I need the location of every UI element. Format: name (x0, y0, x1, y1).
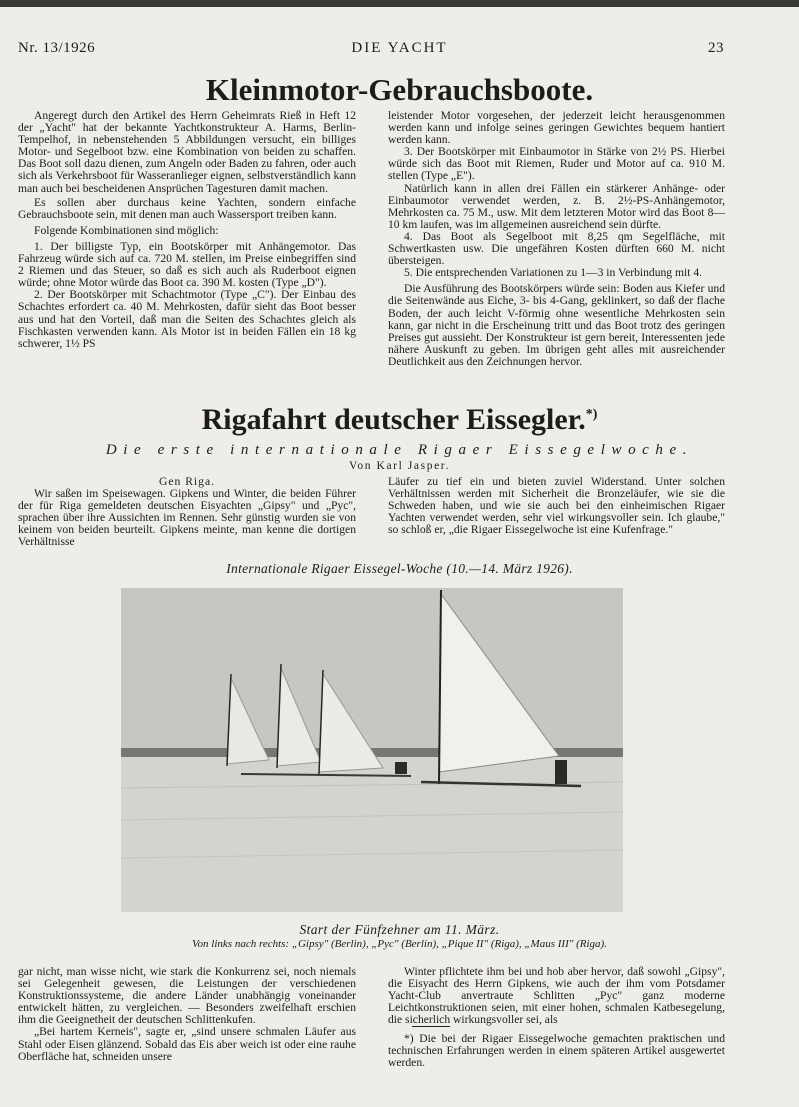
paragraph: „Bei hartem Kerneis", sagte er, „sind unsere schmalen Läufer aus Stahl oder Eisen glänzend. Sobald das Eis aber weich ist oder eine rauhe Oberfläche hat, schneiden unsere (18, 1025, 356, 1063)
photo-caption-detail: Von links nach rechts: „Gipsy" (Berlin), „Pyc" (Berlin), „Pique II" (Riga), „Maus III" (Riga). (192, 938, 607, 950)
paragraph: gar nicht, man wisse nicht, wie stark die Konkurrenz sei, noch niemals sei Gelegenheit gewesen, die Leistungen der verschiedenen Konstruktionssysteme, die andere Länder unabhängig voneinander entwickelt hätten, zu vergleichen. — Besonders zweifelhaft erschien ihm die Geeignetheit der deutschen Schlittenkufen. (18, 965, 356, 1027)
paragraph: Die Ausführung des Bootskörpers würde sein: Boden aus Kiefer und die Seitenwände aus Eiche, 3- bis 4-Gang, geklinkert, so daß der flache Boden, der auch leicht V-förmig ohne wesentliche Mehrkosten sein kann, gar nicht in die Erscheinung tritt und das Boot trotz des geringen Preises gut aussieht. Der Konstrukteur ist gern bereit, Interessenten jede nähere Auskunft zu geben. Im übrigen geht alles mit ausreichender Deutlichkeit aus den Zeichnungen hervor. (388, 282, 725, 368)
paragraph: Läufer zu tief ein und bieten zuviel Widerstand. Unter solchen Verhältnissen werden mit Sicherheit die Bronzeläufer, wie sie die Schweden haben, und wie sie auch bei den einheimischen Rigaer Yachten verwendet werden, sehr viel wirkungsvoller sein. Ich glaube," so schloß er, „die Rigaer Eissegelwoche ist eine Kufenfrage." (388, 475, 725, 537)
article2-title-text: Rigafahrt deutscher Eissegler. (201, 403, 586, 436)
ice-yacht-photo (121, 588, 623, 912)
article2-bottom-right-column (388, 966, 725, 1026)
issue-number: Nr. 13/1926 (18, 40, 96, 56)
paragraph: 5. Die entsprechenden Variationen zu 1—3 in Verbindung mit 4. (404, 266, 703, 280)
footnote-rule (412, 1026, 450, 1027)
paragraph: Es sollen aber durchaus keine Yachten, sondern einfache Gebrauchsboote sein, mit denen man auch Wassersport treiben kann. (18, 195, 356, 221)
photo-title: Internationale Rigaer Eissegel-Woche (10.—14. März 1926). (226, 561, 573, 576)
footnote-mark: *) (585, 407, 598, 422)
article2-bottom-left-column (18, 966, 356, 1063)
paragraph: Winter pflichtete ihm bei und hob aber hervor, daß sowohl „Gipsy", die Eisyacht des Herrn Gipkens, wie auch der ihm vom Potsdamer Yacht-Club anvertraute Schlitten „Pyc" ganz moderne Leichtkonstruktionen seien, mit einer hohen, schmalen Katbesegelung, die sicherlich wirkungsvoller sei, als (388, 965, 725, 1027)
paragraph: 4. Das Boot als Segelboot mit 8,25 qm Segelfläche, mit Schwertkasten usw. Die ungefähren Kosten dürften 660 M. nicht übersteigen. (388, 229, 725, 268)
article2-byline: Von Karl Jasper. (348, 460, 451, 472)
page-number: 23 (708, 40, 724, 56)
paragraph: 2. Der Bootskörper mit Schachtmotor (Type „C"). Der Einbau des Schachtes erfordert ca. 40 M. Mehrkosten, dafür sieht das Boot besser aus und hat den Vorteil, daß man die Seiten des Schachtes gleich als Fischkasten verwenden kann. Als Motor ist in beiden Fällen ein 18 kg schwerer, 1½ PS (18, 288, 356, 350)
paragraph: Folgende Kombinationen sind möglich: (34, 223, 219, 237)
article2-title (0, 403, 799, 437)
scan-top-edge (0, 0, 799, 7)
paragraph: leistender Motor vorgesehen, der jederzeit leicht herausgenommen werden kann und infolge seines geringen Gewichtes bequem hantiert werden kann. (388, 109, 725, 147)
footnote-text: *) Die bei der Rigaer Eissegelwoche gemachten praktischen und technischen Erfahrungen werden in einem späteren Artikel ausgewertet werden. (388, 1032, 725, 1070)
article1-title: Kleinmotor-Gebrauchsboote. (205, 72, 594, 107)
paragraph: Wir saßen im Speisewagen. Gipkens und Winter, die beiden Führer der für Riga gemeldeten deutschen Eisyachten „Gipsy" und „Pyc", sprachen über ihre Aussichten im Rennen. Sehr günstig wurden sie von keinem von beiden beurteilt. Gipkens meinte, man kenne die dortigen Verhältnisse (18, 487, 356, 549)
article1-left-column (18, 110, 356, 350)
article2-left-column (18, 476, 356, 549)
paragraph: 3. Der Bootskörper mit Einbaumotor in Stärke von 2½ PS. Hierbei würde sich das Boot mit Riemen, Ruder und Motor auf ca. 910 M. stellen (Type „E"). (388, 145, 725, 183)
article2-subtitle: Die erste internationale Rigaer Eissegelwoche. (105, 442, 694, 458)
footnote (388, 1033, 725, 1069)
paragraph: Natürlich kann in allen drei Fällen ein stärkerer Anhänge- oder Einbaumotor verwendet werden, z. B. 2½-PS-Anhängemotor, Mehrkosten ca. 75 M., usw. Mit dem letzteren Motor wird das Boot 8—10 km laufen, was im allgemeinen ausreichend sein dürfte. (388, 181, 725, 231)
paragraph: 1. Der billigste Typ, ein Bootskörper mit Anhängemotor. Das Fahrzeug würde sich auf ca. 720 M. stellen, im Preise einbegriffen sind 2 Riemen und das Steuer, so daß es sich auch als Ruderboot eignen würde; ohne Motor würde das Boot ca. 390 M. kosten (Type „D"). (18, 239, 356, 290)
ice-yacht-illustration (121, 588, 623, 912)
section-heading: Gen Riga. (158, 475, 215, 488)
article2-right-column (388, 476, 725, 536)
article1-right-column (388, 110, 725, 368)
magazine-name: DIE YACHT (351, 40, 448, 56)
photo-caption: Start der Fünfzehner am 11. März. (299, 922, 500, 937)
paragraph: Angeregt durch den Artikel des Herrn Geheimrats Rieß in Heft 12 der „Yacht" hat der bekannte Yachtkonstrukteur A. Harms, Berlin-Tempelhof, in nebenstehenden 5 Abbildungen versucht, ein billiges Motor- und Segelboot bzw. eine Kombination von beiden zu schaffen. Das Boot soll dazu dienen, zum Angeln oder Baden zu fahren, oder auch sich als Verkehrsboot für Wasseranlieger eignen, selbstverständlich kann man auch bei bescheidenen Ansprüchen Tagesturen damit machen. (18, 109, 356, 195)
